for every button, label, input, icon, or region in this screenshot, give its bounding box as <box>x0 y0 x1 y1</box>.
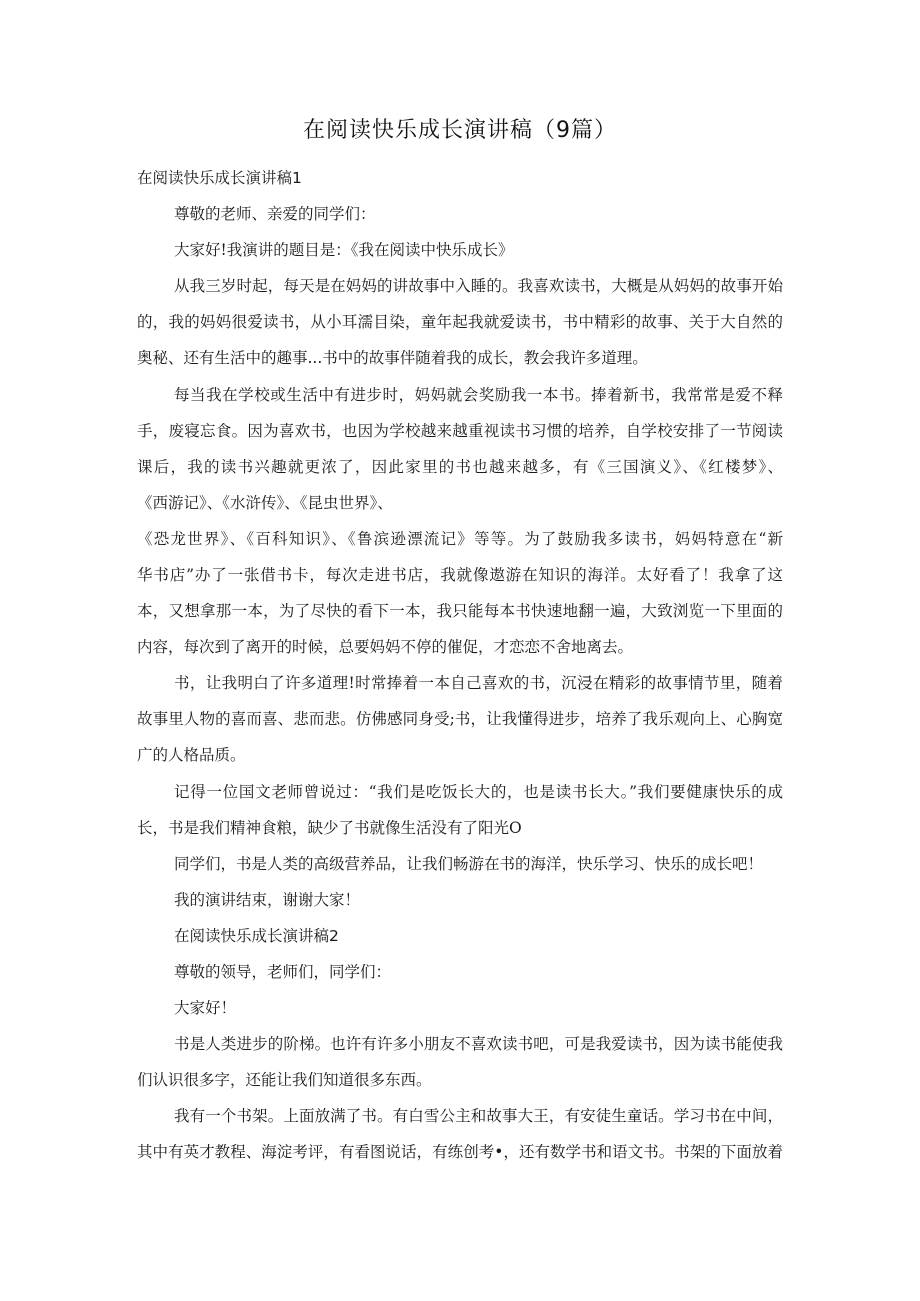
paragraph-line: 《恐龙世界》、《百科知识》、《鲁滨逊漂流记》等等。为了鼓励我多读书，妈妈特意在“新 <box>137 530 783 548</box>
paragraph-line: 课后，我的读书兴趣就更浓了，因此家里的书也越来越多，有《三国演义》、《红楼梦》、 <box>137 458 783 476</box>
paragraph-line: 书，让我明白了许多道理!时常捧着一本自己喜欢的书，沉浸在精彩的故事情节里，随着 <box>174 674 783 692</box>
document-title: 在阅读快乐成长演讲稿（9篇） <box>303 118 617 143</box>
paragraph-line: 从我三岁时起，每天是在妈妈的讲故事中入睡的。我喜欢读书，大概是从妈妈的故事开始 <box>174 277 783 295</box>
paragraph-line: 我有一个书架。上面放满了书。有白雪公主和故事大王，有安徒生童话。学习书在中间， <box>174 1107 783 1125</box>
paragraph-line: 本，又想拿那一本，为了尽快的看下一本，我只能每本书快速地翻一遍，大致浏览一下里面的 <box>137 602 783 620</box>
paragraph-line: 书是人类进步的阶梯。也许有许多小朋友不喜欢读书吧，可是我爱读书，因为读书能使我 <box>174 1035 783 1053</box>
paragraph-line: 尊敬的领导，老师们，同学们： <box>174 963 392 981</box>
section-heading: 在阅读快乐成长演讲稿1 <box>137 169 302 187</box>
paragraph-line: 大家好！ <box>174 999 237 1017</box>
section-heading: 在阅读快乐成长演讲稿2 <box>174 927 339 945</box>
paragraph-line: 们认识很多字，还能让我们知道很多东西。 <box>137 1071 432 1089</box>
paragraph-line: 《西游记》、《水浒传》、《昆虫世界》、 <box>137 494 393 512</box>
paragraph-line: 故事里人物的喜而喜、悲而悲。仿佛感同身受;书，让我懂得进步，培养了我乐观向上、心胸宽 <box>137 710 783 728</box>
paragraph-line: 我的演讲结束，谢谢大家！ <box>174 891 361 909</box>
paragraph-line: 同学们，书是人类的高级营养品，让我们畅游在书的海洋，快乐学习、快乐的成长吧！ <box>174 855 764 873</box>
paragraph-line: 长，书是我们精神食粮，缺少了书就像生活没有了阳光O <box>137 819 522 837</box>
paragraph-line: 手，废寝忘食。因为喜欢书，也因为学校越来越重视读书习惯的培养，自学校安排了一节阅读 <box>137 422 783 440</box>
paragraph-line: 广的人格品质。 <box>137 746 246 764</box>
paragraph-line: 记得一位国文老师曾说过：“我们是吃饭长大的，也是读书长大。”我们要健康快乐的成 <box>174 783 783 801</box>
paragraph-line: 华书店”办了一张借书卡，每次走进书店，我就像遨游在知识的海洋。太好看了！我拿了这 <box>137 566 783 584</box>
paragraph-line: 每当我在学校或生活中有进步时，妈妈就会奖励我一本书。捧着新书，我常常是爱不释 <box>174 386 783 404</box>
paragraph-line: 的，我的妈妈很爱读书，从小耳濡目染，童年起我就爱读书，书中精彩的故事、关于大自然的 <box>137 313 783 331</box>
paragraph-line: 尊敬的老师、亲爱的同学们： <box>174 205 376 223</box>
paragraph-line: 其中有英才教程、海淀考评，有看图说话，有练创考•，还有数学书和语文书。书架的下面放着 <box>137 1143 783 1161</box>
paragraph-line: 奥秘、还有生活中的趣事...书中的故事伴随着我的成长，教会我许多道理。 <box>137 349 648 367</box>
paragraph-line: 大家好!我演讲的题目是：《我在阅读中快乐成长》 <box>174 241 514 259</box>
paragraph-line: 内容，每次到了离开的时候，总要妈妈不停的催促，才恋恋不舍地离去。 <box>137 638 634 656</box>
